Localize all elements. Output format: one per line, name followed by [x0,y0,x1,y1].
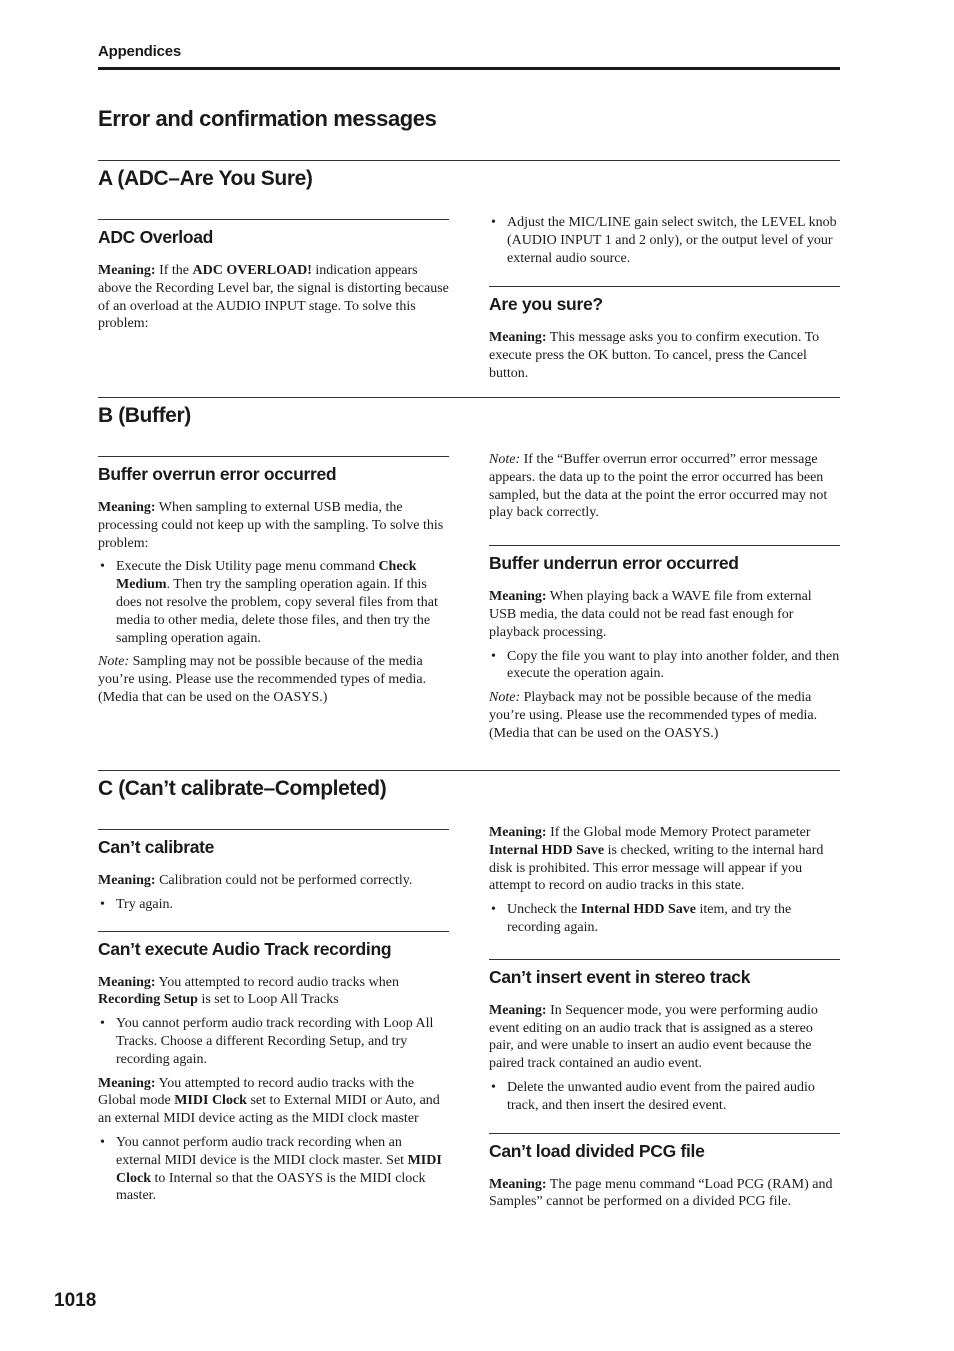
subsection-title-buffer-underrun: Buffer underrun error occurred [489,545,840,574]
adc-overload-indicator-name: ADC OVERLOAD! [192,263,312,278]
buffer-underrun-meaning: Meaning: When playing back a WAVE file from external USB media, the data could not be read fast enough for playback processing. [489,589,812,640]
section-b-right-column [489,451,840,749]
list-item: • You cannot perform audio track recording when an external MIDI device is the MIDI clock master. Set MIDI Clock to Internal so that the OASYS is the MIDI clock master. [98,1134,449,1205]
section-title-c: C (Can’t calibrate–Completed) [98,777,387,800]
cant-insert-bullets [489,1079,840,1115]
buffer-overrun-bullets [98,558,449,647]
note-label: Note: [489,452,521,467]
buffer-overrun-meaning: Meaning: When sampling to external USB media, the processing could not keep up with the sampling. To solve this problem: [98,500,444,551]
are-you-sure-meaning: Meaning: This message asks you to confirm execution. To execute press the OK button. To cancel, press the Cancel button. [489,330,820,381]
list-item: • Uncheck the Internal HDD Save item, and try the recording again. [489,901,840,937]
section-c-left-column [98,829,449,1211]
subsection-title-cant-insert-event: Can’t insert event in stereo track [489,959,840,988]
meaning-label: Meaning: [489,1176,547,1192]
cant-execute-meaning-3: Meaning: If the Global mode Memory Protect parameter Internal HDD Save is checked, writing to the internal hard disk is prohibited. This error message will appear if you attempt to record on audio tracks in this state. [489,825,824,894]
list-item: • Delete the unwanted audio event from the paired audio track, and then insert the desired event. [489,1079,840,1115]
note-label: Note: [489,690,521,706]
header-rule [98,67,840,70]
meaning-label: Meaning: [489,825,547,840]
cant-execute-bullets-1 [98,1015,449,1068]
cant-execute-meaning-2: Meaning: You attempted to record audio tracks with the Global mode MIDI Clock set to External MIDI or Auto, and an external MIDI device acting as the MIDI clock master [98,1075,440,1127]
cant-execute-meaning-1: Meaning: You attempted to record audio tracks when Recording Setup is set to Loop All Tracks [98,974,399,1008]
cant-calibrate-bullets [98,896,449,914]
meaning-label: Meaning: [489,330,547,346]
section-rule-b [98,397,840,398]
parameter-name: Recording Setup [98,992,198,1008]
section-rule-c [98,770,840,771]
section-title-a: A (ADC–Are You Sure) [98,167,313,190]
adc-overload-bullets [489,214,840,267]
list-item: • Execute the Disk Utility page menu command Check Medium. Then try the sampling operation again. If this does not resolve the problem, copy several files from that media to other media, delete those files, and then try the sampling operation again. [98,558,449,647]
list-item: • Adjust the MIC/LINE gain select switch, the LEVEL knob (AUDIO INPUT 1 and 2 only), or the output level of your external audio source. [489,214,840,267]
meaning-label: Meaning: [98,974,156,990]
cant-execute-bullets-2 [98,1134,449,1205]
adc-overload-meaning: Meaning: If the ADC OVERLOAD! indication appears above the Recording Level bar, the signal is distorting because of an overload at the AUDIO INPUT stage. To solve this problem: [98,263,449,332]
list-item: • Copy the file you want to play into another folder, and then execute the operation again. [489,648,840,684]
list-item: • Try again. [98,896,449,914]
subsection-title-are-you-sure: Are you sure? [489,286,840,315]
section-a-left-column [98,219,449,339]
subsection-title-cant-execute-audio-track: Can’t execute Audio Track recording [98,931,449,960]
buffer-overrun-note-2: Note: If the “Buffer overrun error occurred” error message appears. the data up to the point the error occurred has been sampled, but the data at the point the error occurred may not play back correctly. [489,452,828,521]
cant-execute-bullets-3 [489,901,840,937]
meaning-label: Meaning: [98,500,156,515]
meaning-label: Meaning: [489,589,547,605]
list-item: • You cannot perform audio track recording with Loop All Tracks. Choose a different Recording Setup, and try recording again. [98,1015,449,1068]
cant-insert-meaning: Meaning: In Sequencer mode, you were performing audio event editing on an audio track that is assigned as a stereo pair, and were unable to insert an audio event because the paired track contained an audio event. [489,1002,818,1072]
buffer-overrun-note: Note: Sampling may not be possible because of the media you’re using. Please use the recommended types of media. (Media that can be used on the OASYS.) [98,654,427,705]
section-c-right-column [489,824,840,1217]
cant-calibrate-meaning: Meaning: Calibration could not be performed correctly. [98,873,413,888]
note-label: Note: [98,654,130,670]
section-rule-a [98,160,840,161]
section-title-b: B (Buffer) [98,404,191,427]
subsection-title-cant-load-pcg: Can’t load divided PCG file [489,1133,840,1162]
subsection-title-buffer-overrun: Buffer overrun error occurred [98,456,449,485]
subsection-title-cant-calibrate: Can’t calibrate [98,829,449,858]
parameter-name: Internal HDD Save [489,842,605,858]
buffer-underrun-note: Note: Playback may not be possible because of the media you’re using. Please use the recommended types of media. (Media that can be used on the OASYS.) [489,690,818,741]
parameter-name: MIDI Clock [116,1152,442,1186]
meaning-label: Meaning: [98,1075,156,1091]
meaning-label: Meaning: [98,263,156,278]
parameter-name: Internal HDD Save [580,902,696,918]
command-name: Check Medium [116,559,417,593]
section-a-right-column [489,214,840,389]
cant-load-meaning: Meaning: The page menu command “Load PCG (RAM) and Samples” cannot be performed on a divided PCG file. [489,1176,833,1210]
page-number: 1018 [54,1290,97,1311]
running-head: Appendices [98,43,182,60]
meaning-label: Meaning: [98,873,156,888]
page-title: Error and confirmation messages [98,106,437,131]
buffer-underrun-bullets [489,648,840,684]
parameter-name: MIDI Clock [174,1093,247,1109]
meaning-label: Meaning: [489,1002,547,1018]
subsection-title-adc-overload: ADC Overload [98,219,449,248]
section-b-left-column [98,456,449,713]
